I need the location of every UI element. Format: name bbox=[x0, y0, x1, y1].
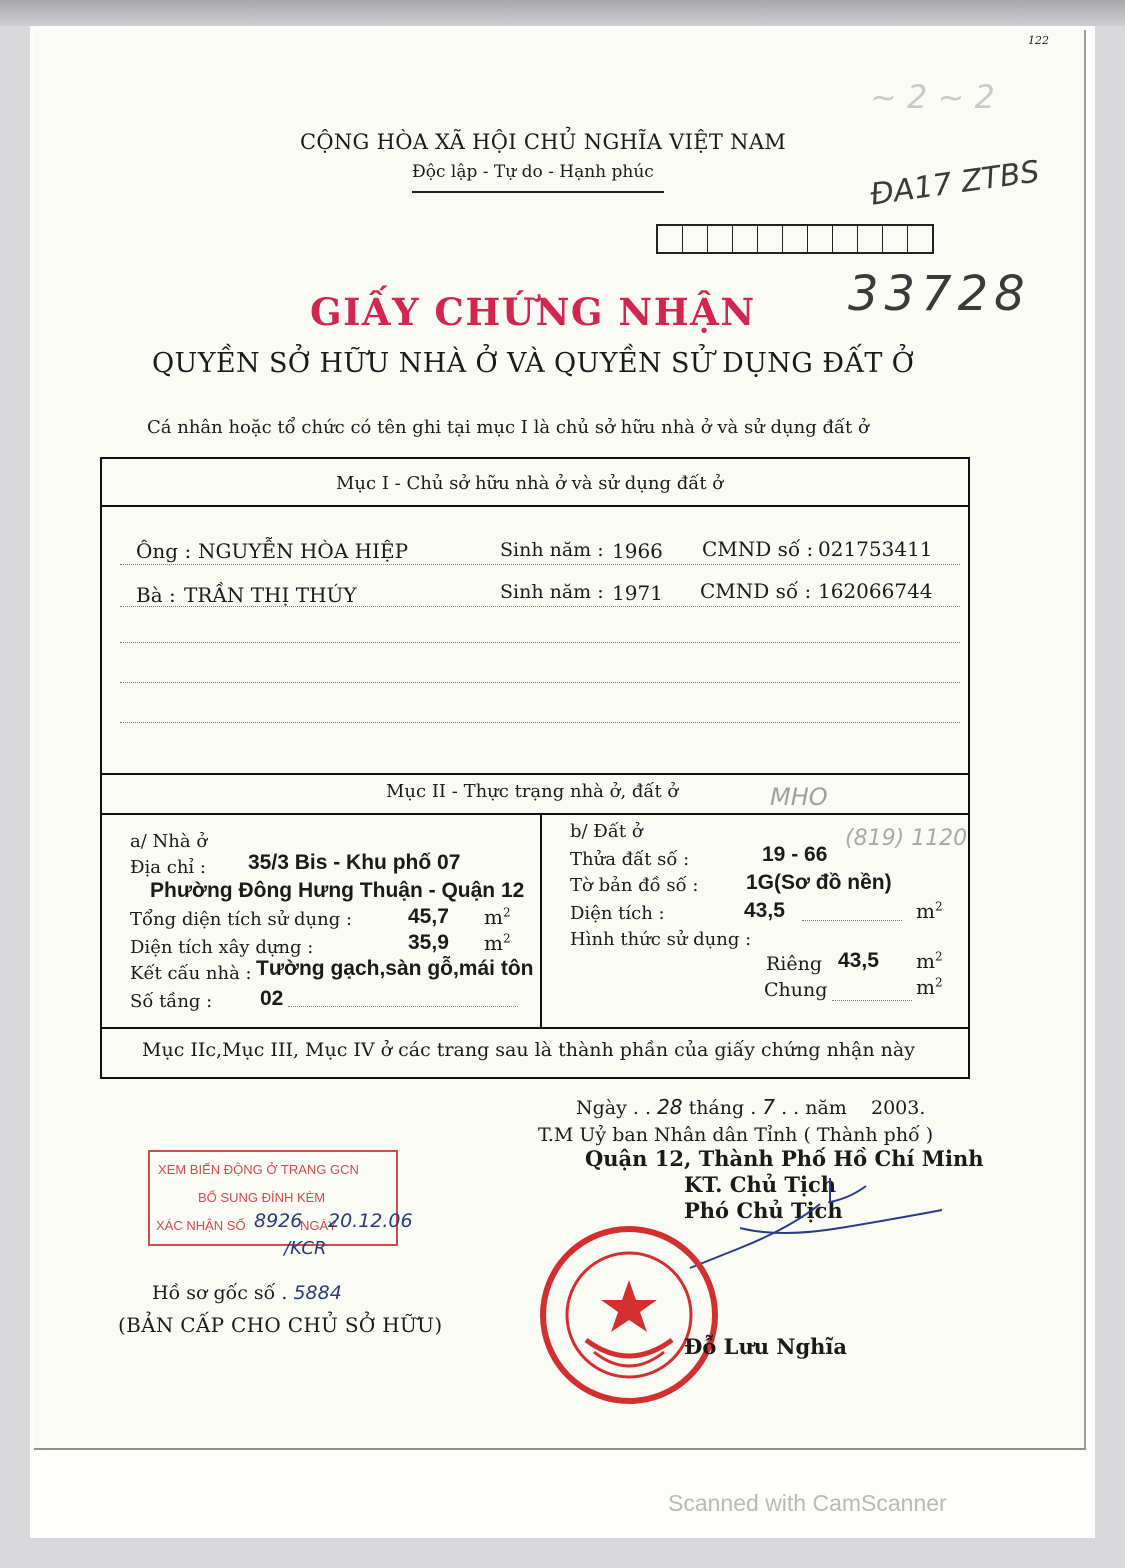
land-area-label: Diện tích : bbox=[570, 903, 665, 924]
handwriting-code: ĐA17 ZTBS bbox=[868, 154, 1042, 213]
handwriting-note: MHO bbox=[770, 783, 828, 811]
owner2-birth-label: Sinh năm : bbox=[500, 581, 604, 603]
official-seal bbox=[536, 1222, 722, 1408]
structure-label: Kết cấu nhà : bbox=[130, 963, 252, 984]
build-area: 35,9 bbox=[408, 931, 449, 954]
amendment-stamp bbox=[148, 1150, 413, 1246]
stamp-number: 8926 bbox=[254, 1210, 303, 1232]
owner1-birth-label: Sinh năm : bbox=[500, 539, 604, 561]
motto-underline bbox=[412, 191, 664, 193]
issue-date: Ngày . . 28 tháng . 7 . . năm 2003. bbox=[576, 1095, 926, 1119]
intro-text: Cá nhân hoặc tổ chức có tên ghi tại mục I là chủ sở hữu nhà ở và sử dụng đất ở bbox=[147, 417, 869, 438]
stamp-line-3-label: XÁC NHẬN SỐ bbox=[156, 1218, 246, 1233]
map-number: 1G(Sơ đồ nền) bbox=[746, 871, 892, 894]
dotted-line bbox=[120, 605, 960, 607]
owner2-id-label: CMND số : bbox=[700, 579, 812, 603]
private-label: Riêng bbox=[766, 953, 823, 975]
land-area: 43,5 bbox=[744, 899, 785, 922]
dotted-line bbox=[802, 919, 902, 921]
footer-note: Mục IIc,Mục III, Mục IV ở các trang sau là thành phần của giấy chứng nhận này bbox=[142, 1039, 915, 1061]
shared-unit: $m^2$ bbox=[916, 975, 943, 999]
column-divider bbox=[540, 815, 542, 1029]
owner1-id: 021753411 bbox=[818, 537, 933, 561]
serial-number-boxes bbox=[656, 224, 934, 254]
dossier-number: Hồ sơ gốc số . 5884 bbox=[152, 1282, 342, 1304]
address-line2: Phường Đông Hưng Thuận - Quận 12 bbox=[150, 879, 525, 902]
total-area: 45,7 bbox=[408, 905, 449, 928]
issuing-district: Quận 12, Thành Phố Hồ Chí Minh bbox=[585, 1146, 984, 1171]
dotted-line bbox=[832, 999, 912, 1001]
handwriting-number: 33728 bbox=[848, 266, 1031, 322]
owner1-id-label: CMND số : bbox=[702, 537, 814, 561]
scan-top-edge bbox=[0, 0, 1125, 26]
house-section: a/ Nhà ở bbox=[130, 831, 208, 852]
owner1-birth: 1966 bbox=[612, 539, 663, 563]
plot-label: Thửa đất số : bbox=[570, 849, 690, 870]
dotted-line bbox=[120, 563, 960, 565]
stamp-date: 20.12.06 bbox=[328, 1210, 413, 1232]
certificate-title: GIẤY CHỨNG NHẬN bbox=[310, 290, 756, 334]
divider bbox=[102, 505, 968, 507]
floors-label: Số tầng : bbox=[130, 991, 213, 1012]
address-label: Địa chỉ : bbox=[130, 857, 206, 878]
nation-header: CỘNG HÒA XÃ HỘI CHỦ NGHĨA VIỆT NAM bbox=[300, 130, 787, 154]
plot-number: 19 - 66 bbox=[762, 843, 828, 866]
dotted-line bbox=[120, 681, 960, 683]
signer-title-1: KT. Chủ Tịch bbox=[684, 1172, 837, 1197]
divider bbox=[102, 813, 968, 815]
stamp-date-label: NGÀY bbox=[300, 1218, 337, 1233]
shared-label: Chung bbox=[764, 979, 828, 1001]
signer-name: Đỗ Lưu Nghĩa bbox=[684, 1334, 848, 1359]
muc1-heading: Mục I - Chủ sở hữu nhà ở và sử dụng đất ở bbox=[336, 473, 724, 494]
signer-title-2: Phó Chủ Tịch bbox=[684, 1198, 843, 1223]
certificate-subtitle: QUYỀN SỞ HỮU NHÀ Ở VÀ QUYỀN SỬ DỤNG ĐẤT Ở bbox=[152, 348, 915, 379]
build-area-label: Diện tích xây dựng : bbox=[130, 937, 314, 958]
divider bbox=[102, 1027, 968, 1029]
form-table bbox=[100, 457, 970, 1079]
owner1-label: Ông : bbox=[136, 539, 192, 563]
divider bbox=[102, 773, 968, 775]
stamp-line-2: BỔ SUNG ĐÍNH KÈM bbox=[198, 1190, 326, 1205]
private-area: 43,5 bbox=[838, 949, 879, 972]
scanner-watermark: Scanned with CamScanner bbox=[668, 1490, 947, 1516]
dotted-line bbox=[120, 721, 960, 723]
owner1-name: NGUYỄN HÒA HIỆP bbox=[198, 539, 409, 563]
muc2-heading: Mục II - Thực trạng nhà ở, đất ở bbox=[386, 781, 679, 802]
motto: Độc lập - Tự do - Hạnh phúc bbox=[412, 162, 654, 182]
owner2-name: TRẦN THỊ THÚY bbox=[184, 583, 357, 607]
build-area-unit: $m^2$ bbox=[484, 931, 511, 955]
owner2-birth: 1971 bbox=[612, 581, 663, 605]
usage-label: Hình thức sử dụng : bbox=[570, 929, 752, 950]
total-area-label: Tổng diện tích sử dụng : bbox=[130, 909, 353, 930]
floors: 02 bbox=[260, 987, 284, 1010]
stamp-initials: /KCR bbox=[284, 1238, 327, 1259]
address-line1: 35/3 Bis - Khu phố 07 bbox=[248, 851, 461, 874]
private-unit: $m^2$ bbox=[916, 949, 943, 973]
owner2-label: Bà : bbox=[136, 583, 176, 607]
dotted-line bbox=[120, 641, 960, 643]
copy-note: (BẢN CẤP CHO CHỦ SỞ HỮU) bbox=[118, 1313, 443, 1337]
handwriting-faint: ~ 2 ~ 2 bbox=[870, 78, 995, 116]
page-number: 122 bbox=[1028, 34, 1049, 47]
total-area-unit: $m^2$ bbox=[484, 905, 511, 929]
handwriting-plot-note: (819) 1120 bbox=[845, 826, 968, 851]
stamp-line-1: XEM BIẾN ĐỘNG Ở TRANG GCN bbox=[158, 1162, 359, 1177]
dotted-line bbox=[288, 1005, 518, 1007]
signature-scribble bbox=[680, 1168, 960, 1278]
structure: Tường gạch,sàn gỗ,mái tôn bbox=[256, 957, 534, 980]
land-area-unit: $m^2$ bbox=[916, 899, 943, 923]
owner2-id: 162066744 bbox=[818, 579, 933, 603]
issuing-authority: T.M Uỷ ban Nhân dân Tỉnh ( Thành phố ) bbox=[538, 1124, 934, 1146]
land-section: b/ Đất ở bbox=[570, 821, 643, 842]
map-label: Tờ bản đồ số : bbox=[570, 875, 699, 896]
